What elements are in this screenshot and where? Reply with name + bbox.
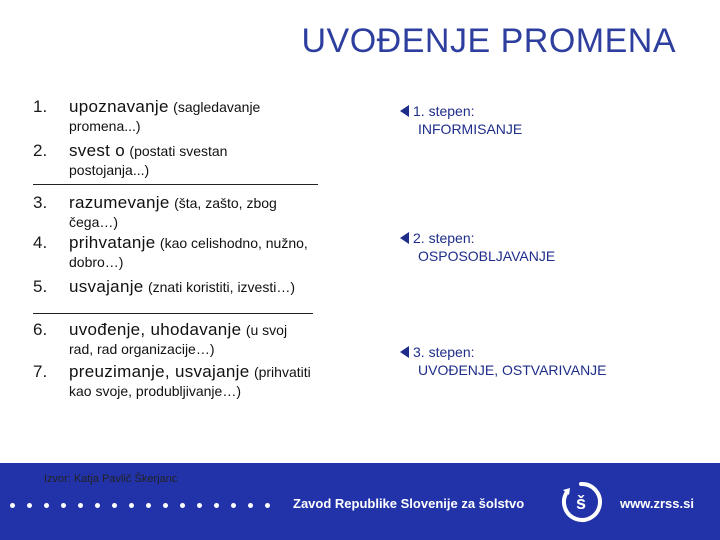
- decorative-dot: [95, 503, 100, 508]
- item-continuation: kao svoje, produbljivanje…): [69, 383, 241, 399]
- item-continuation: rad, rad organizacije…): [69, 341, 215, 357]
- stage-label: 1. stepen:: [413, 103, 475, 119]
- item-main-text: usvajanje: [69, 277, 144, 296]
- item-paren-text: (u svoj: [245, 322, 288, 338]
- stage-3: [400, 343, 607, 379]
- item-main-text: uvođenje, uhodavanje: [69, 320, 242, 339]
- decorative-dot: [61, 503, 66, 508]
- decorative-dot: [112, 503, 117, 508]
- logo-letter: š: [575, 493, 587, 513]
- stage-label: 3. stepen:: [413, 344, 475, 360]
- item-paren-text: (kao celishodno, nužno,: [159, 235, 308, 251]
- zrss-logo-icon: [560, 481, 602, 523]
- divider: [33, 184, 318, 185]
- footer-url[interactable]: www.zrss.si: [620, 496, 694, 511]
- decorative-dot: [146, 503, 151, 508]
- item-paren-text: (znati koristiti, izvesti…): [147, 279, 296, 295]
- left-arrow-icon: [400, 346, 409, 358]
- decorative-dot: [231, 503, 236, 508]
- item-continuation: čega…): [69, 214, 119, 230]
- item-continuation: dobro…): [69, 254, 124, 270]
- slide-title: UVOĐENJE PROMENA: [301, 22, 676, 60]
- divider: [33, 313, 313, 314]
- item-paren-text: (prihvatiti: [253, 364, 311, 380]
- item-main-text: prihvatanje: [69, 233, 156, 252]
- stage-value: OSPOSOBLJAVANJE: [418, 248, 556, 264]
- item-main-text: preuzimanje, usvajanje: [69, 362, 250, 381]
- decorative-dot: [163, 503, 168, 508]
- item-number: 1.: [33, 97, 48, 116]
- item-paren-text: (postati svestan: [129, 143, 228, 159]
- item-continuation: promena...): [69, 118, 141, 134]
- decorative-dot: [44, 503, 49, 508]
- decorative-dot: [265, 503, 270, 508]
- stage-value: INFORMISANJE: [418, 121, 523, 137]
- item-continuation: postojanja...): [69, 162, 150, 178]
- item-main-text: razumevanje: [69, 193, 170, 212]
- footer-organization: Zavod Republike Slovenije za šolstvo: [293, 496, 525, 511]
- stage-2: [400, 229, 555, 265]
- stage-label: 2. stepen:: [413, 230, 475, 246]
- item-main-text: svest o: [69, 141, 125, 160]
- item-number: 6.: [33, 320, 48, 339]
- left-arrow-icon: [400, 232, 409, 244]
- item-paren-text: (sagledavanje: [173, 99, 261, 115]
- stage-1: [400, 102, 522, 138]
- item-paren-text: (šta, zašto, zbog: [174, 195, 277, 211]
- source-credit: Izvor: Katja Pavlič Škerjanc: [44, 473, 178, 485]
- decorative-dot: [214, 503, 219, 508]
- stage-value: UVOĐENJE, OSTVARIVANJE: [418, 362, 607, 378]
- item-number: 7.: [33, 362, 48, 381]
- item-number: 5.: [33, 277, 48, 296]
- decorative-dot: [10, 503, 15, 508]
- item-number: 2.: [33, 141, 48, 160]
- decorative-dot: [197, 503, 202, 508]
- left-arrow-icon: [400, 105, 409, 117]
- item-number: 4.: [33, 233, 48, 252]
- decorative-dot: [180, 503, 185, 508]
- decorative-dot: [129, 503, 134, 508]
- item-main-text: upoznavanje: [69, 97, 169, 116]
- decorative-dot: [27, 503, 32, 508]
- decorative-dot: [78, 503, 83, 508]
- decorative-dot: [248, 503, 253, 508]
- item-number: 3.: [33, 193, 48, 212]
